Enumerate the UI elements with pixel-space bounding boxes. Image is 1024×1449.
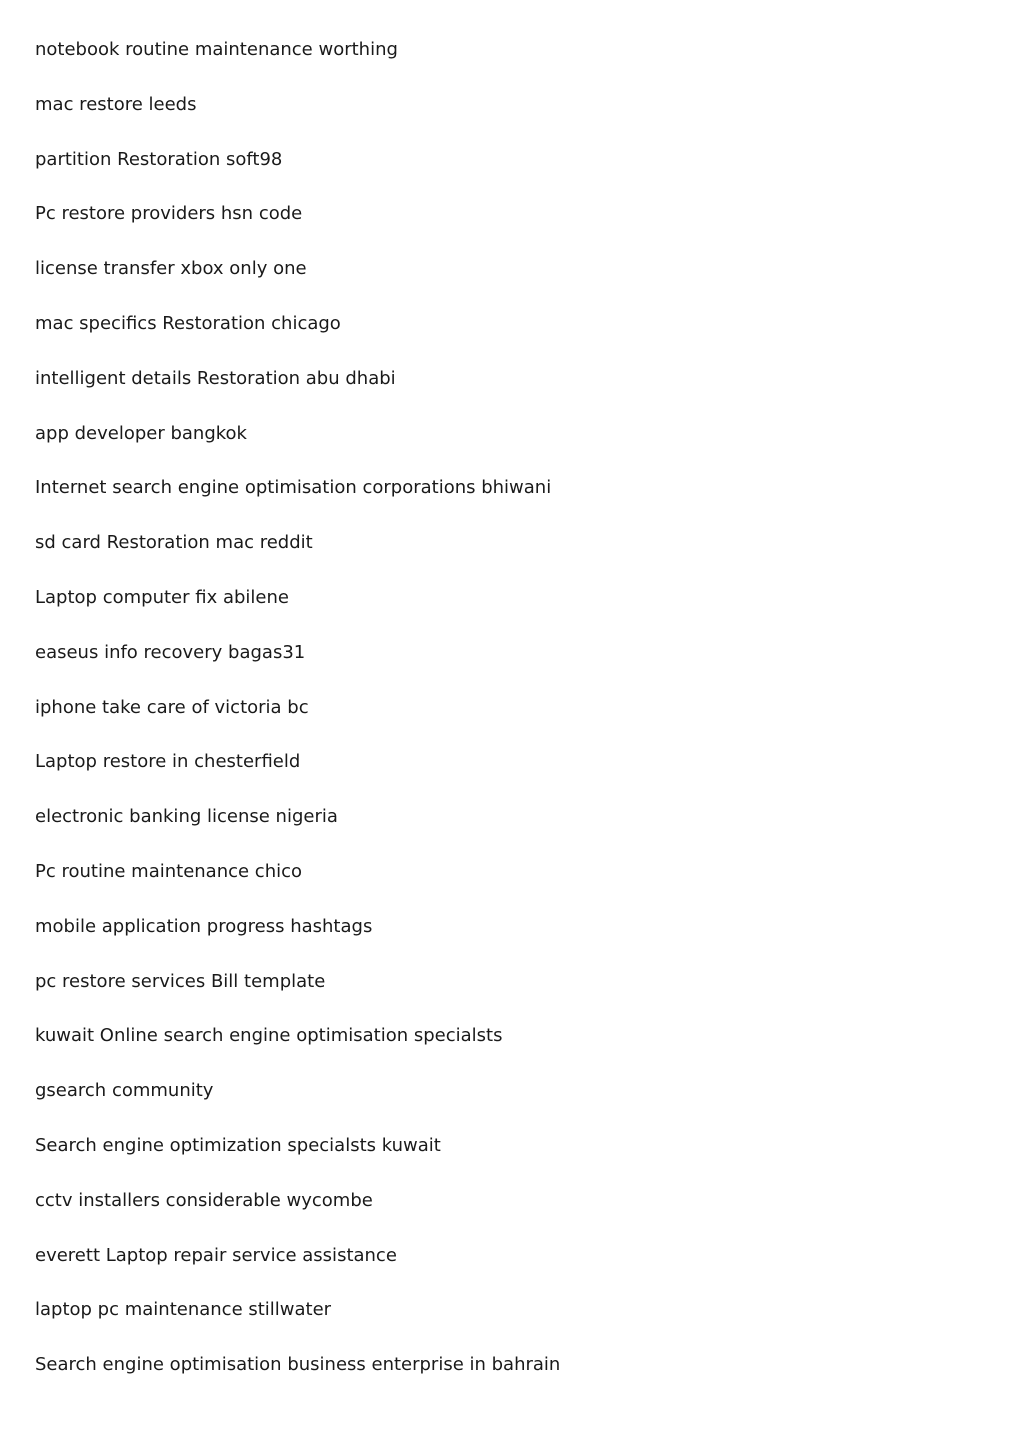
text-line: cctv installers considerable wycombe — [35, 1189, 373, 1211]
text-line: license transfer xbox only one — [35, 258, 307, 280]
text-line: intelligent details Restoration abu dhabi — [35, 367, 396, 389]
text-line: mac restore leeds — [35, 93, 197, 115]
text-line: mobile application progress hashtags — [35, 915, 373, 937]
text-line: Pc routine maintenance chico — [35, 860, 303, 882]
text-line: Pc restore providers hsn code — [35, 203, 303, 225]
text-line: electronic banking license nigeria — [35, 806, 338, 828]
text-line: sd card Restoration mac reddit — [35, 532, 313, 554]
text-line: Search engine optimization specialsts kuwait — [35, 1134, 441, 1156]
text-line: app developer bangkok — [35, 422, 247, 444]
text-line: Laptop restore in chesterfield — [35, 751, 301, 773]
text-line: kuwait Online search engine optimisation specialsts — [35, 1025, 503, 1047]
text-line-list — [35, 37, 560, 1407]
text-line: Internet search engine optimisation corporations bhiwani — [35, 477, 552, 499]
text-line: gsearch community — [35, 1080, 214, 1102]
text-line: notebook routine maintenance worthing — [35, 39, 398, 60]
text-line: easeus info recovery bagas31 — [35, 641, 306, 663]
text-line: Laptop computer fix abilene — [35, 586, 289, 608]
text-line: Search engine optimisation business enterprise in bahrain — [35, 1354, 561, 1376]
text-line: everett Laptop repair service assistance — [35, 1244, 397, 1266]
text-line: laptop pc maintenance stillwater — [35, 1299, 332, 1321]
text-line: partition Restoration soft98 — [35, 148, 283, 170]
text-line: mac specifics Restoration chicago — [35, 312, 341, 334]
text-line: iphone take care of victoria bc — [35, 696, 309, 718]
text-line: pc restore services Bill template — [35, 970, 326, 992]
